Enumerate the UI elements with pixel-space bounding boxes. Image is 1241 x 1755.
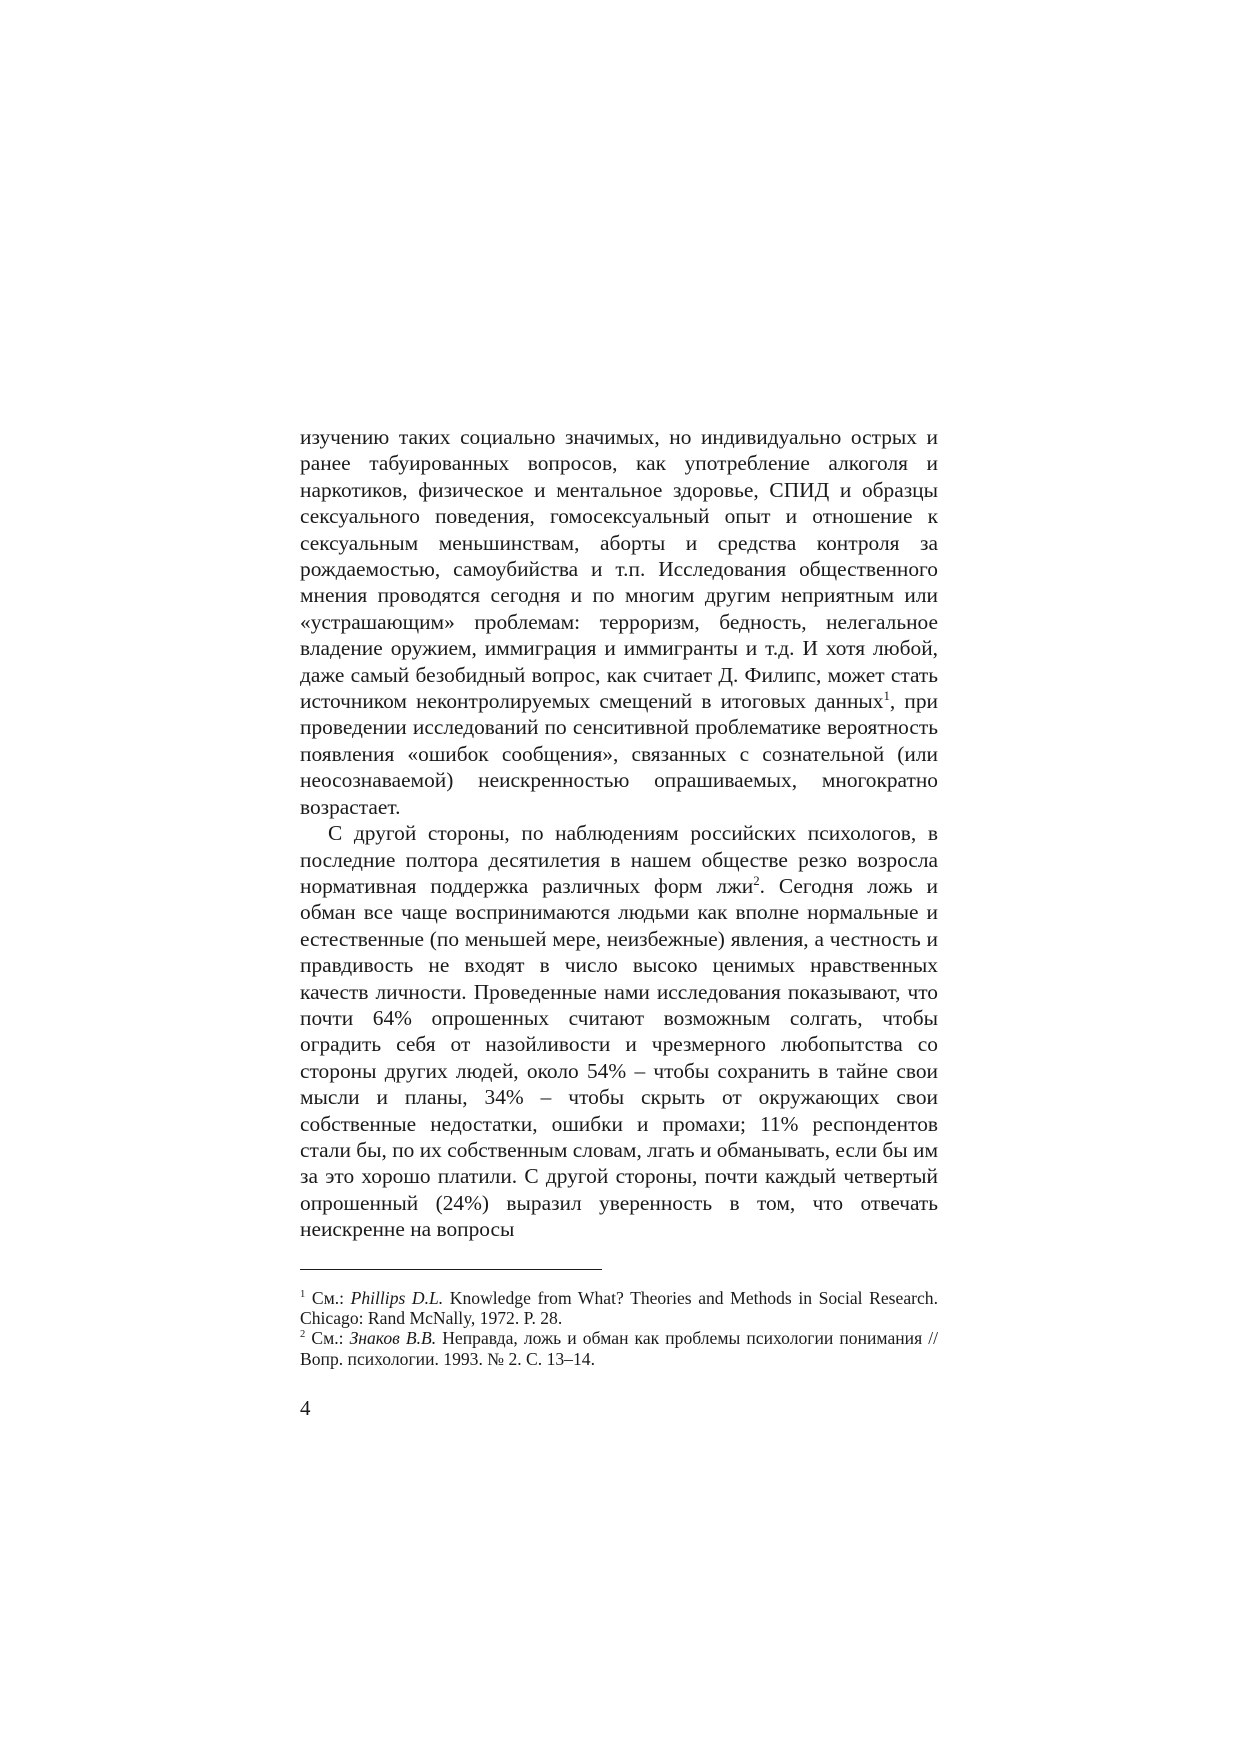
footnote-1-text: Knowledge from What? Theories and Methods in Social Research. Chicago: Rand McNally, 1972. P. 28. — [300, 1287, 939, 1328]
footnote-1-author: Phillips D.L. — [350, 1287, 444, 1308]
paragraph-2 — [300, 820, 938, 1243]
page-content — [300, 424, 938, 1420]
footnote-1-number: 1 — [300, 1288, 306, 1300]
footnote-divider — [300, 1269, 602, 1270]
paragraph-1-part-2: , при проведении исследований по сенситивной проблематике вероятность появления «ошибок сообщения», связанных с сознательной (или неосознаваемой) неискренностью опрашиваемых, многократно возрастает. — [300, 689, 938, 819]
footnote-2-author: Знаков В.В. — [349, 1328, 437, 1349]
paragraph-1-part-1: изучению таких социально значимых, но индивидуально острых и ранее табуированных вопросов, как употребление алкоголя и наркотиков, физическое и ментальное здоровье, СПИД и образцы сексуального поведения, гомосексуальный опыт и отношение к сексуальным меньшинствам, аборты и средства контроля за рождаемостью, самоубийства и т.п. Исследования общественного мнения проводятся сегодня и по многим другим неприятным или «устрашающим» проблемам: терроризм, бедность, нелегальное владение оружием, иммиграция и иммигранты и т.д. И хотя любой, даже самый безобидный вопрос, как считает Д. Филипс, может стать источником неконтролируемых смещений в итоговых данных — [300, 425, 938, 714]
page-number: 4 — [300, 1396, 311, 1421]
footnote-2-number: 2 — [300, 1329, 306, 1341]
paragraph-2-part-2: . Сегодня ложь и обман все чаще воспринимаются людьми как вполне нормальные и естественные (по меньшей мере, неизбежные) явления, а честность и правдивость не входят в число высоко ценимых нравственных качеств личности. Проведенные нами исследования показывают, что почти 64% опрошенных считают возможным солгать, чтобы оградить себя от назойливости и чрезмерного любопытства со стороны других людей, около 54% – чтобы сохранить в тайне свои мысли и планы, 34% – чтобы скрыть от окружающих свои собственные недостатки, ошибки и промахи; 11% респондентов стали бы, по их собственным словам, лгать и обманывать, если бы им за это хорошо платили. С другой стороны, почти каждый четвертый опрошенный (24%) выразил уверенность в том, что отвечать неискренне на вопросы — [300, 873, 938, 1242]
footnote-2-prefix: См.: — [305, 1328, 350, 1349]
footnote-2-text: Неправда, ложь и обман как проблемы психологии понимания // Вопр. психологии. 1993. № 2. С. 13–14. — [300, 1328, 939, 1369]
footnote-1 — [300, 1288, 938, 1329]
footnote-1-prefix: См.: — [305, 1287, 351, 1308]
footnotes — [300, 1288, 938, 1370]
footnote-ref-2: 2 — [753, 873, 760, 888]
footnote-2 — [300, 1328, 938, 1369]
paragraph-2-part-1: С другой стороны, по наблюдениям российских психологов, в последние полтора десятилетия в нашем обществе резко возросла нормативная поддержка различных форм лжи — [300, 821, 938, 898]
footnote-ref-1: 1 — [883, 688, 890, 703]
main-text — [300, 424, 938, 1243]
paragraph-1 — [300, 424, 938, 820]
